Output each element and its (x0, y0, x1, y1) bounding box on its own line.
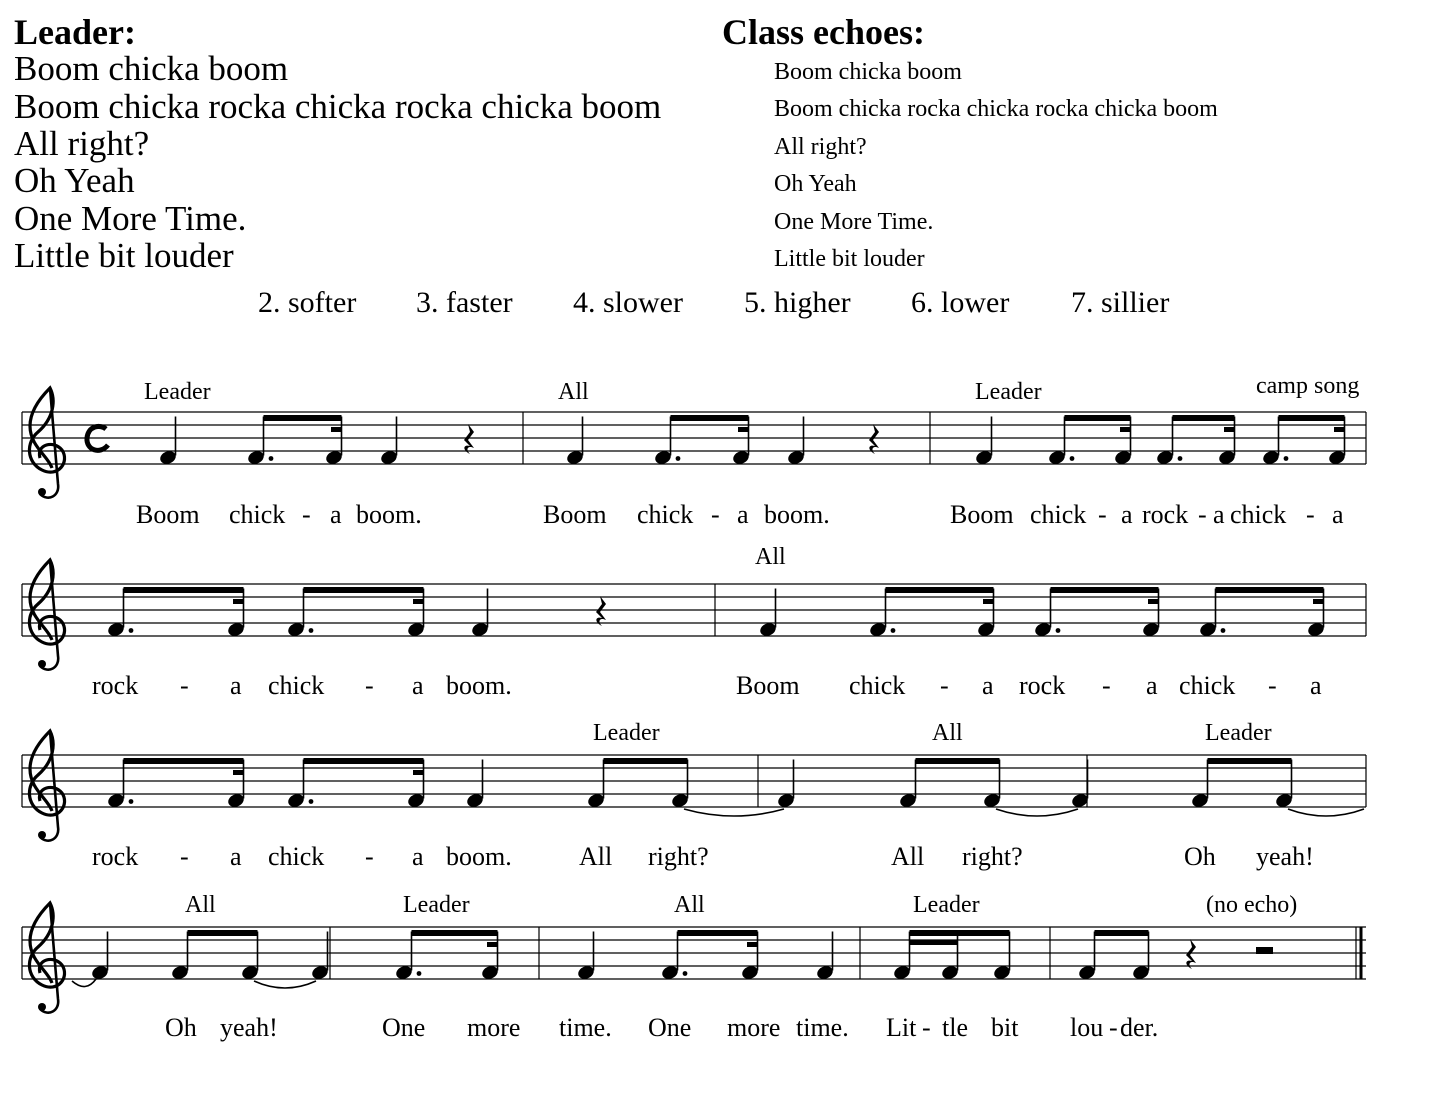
beam (304, 758, 424, 764)
lyrics-system-1 (136, 500, 1344, 529)
lyric-syllable: chick (1030, 500, 1087, 529)
lyric-syllable: a (1332, 500, 1344, 529)
lyric-syllable: Lit (886, 1013, 917, 1042)
verse-2: 2. softer (258, 286, 357, 319)
lyric-syllable: chick (1179, 671, 1236, 700)
beam-partial (487, 942, 498, 947)
echo-line: Little bit louder (774, 246, 925, 272)
beam (916, 758, 1000, 764)
annotation-all: All (932, 720, 963, 746)
lyric-hyphen: - (1102, 671, 1111, 700)
tie (684, 809, 784, 816)
lyric-syllable: a (982, 671, 994, 700)
annotation-no-echo: (no echo) (1206, 892, 1298, 918)
echo-line: One More Time. (774, 209, 934, 235)
annotation-leader: Leader (975, 379, 1042, 405)
lyric-syllable: yeah! (220, 1013, 278, 1042)
leader-line: Boom chicka rocka chicka rocka chicka boom (14, 87, 662, 126)
lyric-hyphen: - (302, 500, 311, 529)
beam-partial (1224, 427, 1235, 432)
lyric-syllable: boom. (446, 842, 512, 871)
lyric-syllable: rock (1019, 671, 1066, 700)
beam (412, 930, 498, 936)
dot (309, 628, 314, 633)
dot (891, 628, 896, 633)
composer-credit: camp song (1256, 373, 1360, 399)
tie (1288, 809, 1364, 816)
dot (1221, 628, 1226, 633)
dot (269, 456, 274, 461)
dot (129, 799, 134, 804)
quarter-rest-icon (1186, 939, 1196, 969)
verse-6: 6. lower (911, 286, 1010, 319)
verse-5: 5. higher (744, 286, 851, 319)
beam-partial (983, 599, 994, 604)
beam-sixteenth (910, 940, 958, 945)
lyric-hyphen: - (1098, 500, 1107, 529)
annotation-leader: Leader (1205, 720, 1272, 746)
lyric-syllable: boom. (446, 671, 512, 700)
lyric-syllable: a (230, 671, 242, 700)
lyric-syllable: a (1310, 671, 1322, 700)
dot (417, 971, 422, 976)
dot (683, 971, 688, 976)
dot (129, 628, 134, 633)
beam (1208, 758, 1292, 764)
beam (1173, 415, 1235, 421)
beam-partial (233, 770, 244, 775)
lyric-syllable: der. (1120, 1013, 1159, 1042)
leader-line: All right? (14, 124, 150, 163)
beam-partial (331, 427, 342, 432)
lyric-syllable: a (1213, 500, 1225, 529)
lyric-syllable: Boom (136, 500, 200, 529)
lyric-syllable: right? (648, 842, 709, 871)
dot (1178, 456, 1183, 461)
lyric-syllable: time. (796, 1013, 849, 1042)
treble-clef-icon (29, 903, 64, 1013)
beam (188, 930, 258, 936)
leader-line: Oh Yeah (14, 161, 135, 200)
beam-partial (738, 427, 749, 432)
lyric-syllable: chick (268, 842, 325, 871)
lyric-syllable: a (1146, 671, 1158, 700)
lyric-hyphen: - (1306, 500, 1315, 529)
echo-line: Boom chicka rocka chicka rocka chicka boom (774, 96, 1218, 122)
beam (1216, 587, 1324, 593)
lyric-syllable: Boom (950, 500, 1014, 529)
beam (1279, 415, 1345, 421)
beam (910, 930, 1010, 936)
beam (124, 587, 244, 593)
leader-line: Little bit louder (14, 236, 234, 275)
annotation-all: All (755, 544, 786, 570)
annotation-leader: Leader (593, 720, 660, 746)
beam-partial (1120, 427, 1131, 432)
lyric-syllable: chick (849, 671, 906, 700)
beam (604, 758, 688, 764)
lyric-syllable: more (727, 1013, 781, 1042)
tie (254, 981, 316, 988)
verse-3: 3. faster (416, 286, 513, 319)
lyric-syllable: chick (637, 500, 694, 529)
treble-clef-icon (29, 731, 64, 841)
lyric-hyphen: - (922, 1013, 931, 1042)
lyric-syllable: Oh (165, 1013, 197, 1042)
lyric-syllable: boom. (764, 500, 830, 529)
lyrics-system-3 (92, 842, 1314, 871)
beam-partial (1148, 599, 1159, 604)
lyric-hyphen: - (1109, 1013, 1118, 1042)
echo-line: Boom chicka boom (774, 59, 962, 85)
lyric-hyphen: - (365, 842, 374, 871)
beam (124, 758, 244, 764)
beam-partial (233, 599, 244, 604)
lyric-syllable: rock (1142, 500, 1189, 529)
lyric-syllable: chick (1230, 500, 1287, 529)
dot (1284, 456, 1289, 461)
dot (309, 799, 314, 804)
beam (1051, 587, 1159, 593)
lyric-hyphen: - (940, 671, 949, 700)
lyric-hyphen: - (180, 671, 189, 700)
quarter-rest-icon (596, 596, 606, 626)
lyric-syllable: chick (268, 671, 325, 700)
lyric-syllable: a (1121, 500, 1133, 529)
beam (304, 587, 424, 593)
lyric-syllable: All (579, 842, 613, 871)
lyric-syllable: a (230, 842, 242, 871)
lyric-syllable: Oh (1184, 842, 1216, 871)
beam (264, 415, 342, 421)
lyric-syllable: a (412, 671, 424, 700)
beam (1065, 415, 1131, 421)
dot (1070, 456, 1075, 461)
class-echoes-heading: Class echoes: (722, 12, 925, 52)
lyric-syllable: chick (229, 500, 286, 529)
leader-line: Boom chicka boom (14, 49, 289, 88)
half-rest-icon (1256, 947, 1273, 954)
lyric-hyphen: - (1198, 500, 1207, 529)
lyric-syllable: boom. (356, 500, 422, 529)
leader-line: One More Time. (14, 199, 247, 238)
lyric-syllable: tle (942, 1013, 968, 1042)
lyric-syllable: a (412, 842, 424, 871)
beam-partial (413, 599, 424, 604)
lyric-syllable: rock (92, 842, 139, 871)
beam-partial (1313, 599, 1324, 604)
beam-partial (747, 942, 758, 947)
lyric-syllable: Boom (736, 671, 800, 700)
beam-partial (1334, 427, 1345, 432)
lyric-hyphen: - (711, 500, 720, 529)
beam-partial (413, 770, 424, 775)
lyric-hyphen: - (1268, 671, 1277, 700)
lyric-syllable: a (737, 500, 749, 529)
lyric-syllable: right? (962, 842, 1023, 871)
echo-line: Oh Yeah (774, 171, 857, 197)
quarter-rest-icon (869, 424, 879, 454)
lyric-syllable: One (648, 1013, 692, 1042)
lyric-syllable: Boom (543, 500, 607, 529)
annotation-all: All (185, 892, 216, 918)
lyric-hyphen: - (180, 842, 189, 871)
lyrics-system-4 (165, 1013, 1158, 1042)
lyric-syllable: bit (991, 1013, 1019, 1042)
annotation-leader: Leader (403, 892, 470, 918)
lyric-syllable: rock (92, 671, 139, 700)
beam (1095, 930, 1149, 936)
lyric-syllable: time. (559, 1013, 612, 1042)
verse-4: 4. slower (573, 286, 683, 319)
lyric-syllable: All (891, 842, 925, 871)
lyric-syllable: more (467, 1013, 521, 1042)
annotation-leader: Leader (913, 892, 980, 918)
treble-clef-icon (29, 388, 64, 498)
quarter-rest-icon (464, 424, 474, 454)
treble-clef-icon (29, 560, 64, 670)
lyric-syllable: a (330, 500, 342, 529)
verse-7: 7. sillier (1071, 286, 1170, 319)
lyric-syllable: One (382, 1013, 426, 1042)
lyric-hyphen: - (365, 671, 374, 700)
annotation-all: All (558, 379, 589, 405)
dot (676, 456, 681, 461)
annotation-leader: Leader (144, 379, 211, 405)
lyrics-system-2 (92, 671, 1322, 700)
echo-line: All right? (774, 134, 867, 160)
beam (671, 415, 749, 421)
tie (72, 979, 96, 987)
leader-heading: Leader: (14, 12, 136, 52)
beam (886, 587, 994, 593)
tie (996, 809, 1078, 816)
annotation-all: All (674, 892, 705, 918)
lyric-syllable: yeah! (1256, 842, 1314, 871)
beam (678, 930, 758, 936)
lyric-syllable: lou (1070, 1013, 1104, 1042)
dot (1056, 628, 1061, 633)
